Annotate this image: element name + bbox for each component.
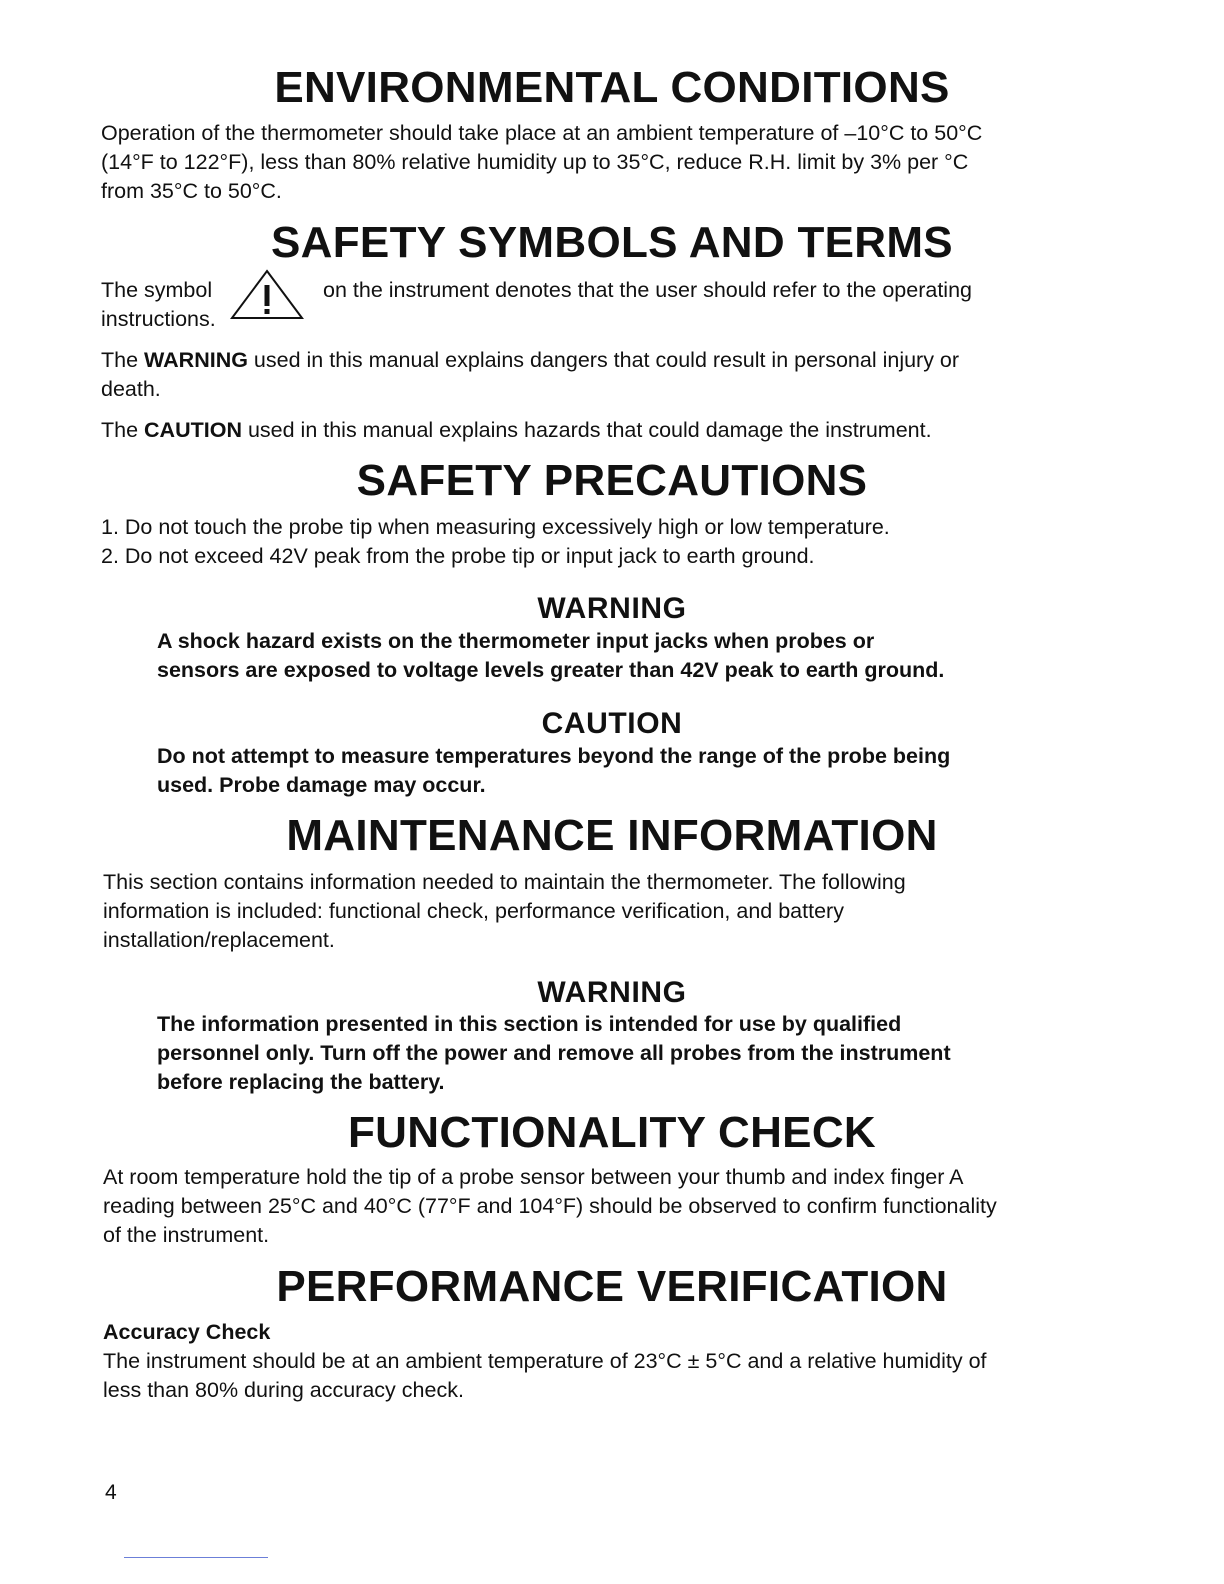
env-body xyxy=(101,119,1141,206)
performance-body xyxy=(103,1318,1163,1405)
functionality-body xyxy=(103,1163,1163,1250)
warning-definition-line-2: death. xyxy=(101,377,161,401)
symbol-suffix: on the instrument denotes that the user should refer to the operating xyxy=(323,278,972,302)
maintenance-warning-line-1: The information presented in this section is intended for use by qualified xyxy=(157,1012,902,1036)
symbols-heading: SAFETY SYMBOLS AND TERMS xyxy=(271,218,953,267)
maintenance-warning-line-2: personnel only. Turn off the power and remove all probes from the instrument xyxy=(157,1041,951,1065)
caution-line-text: used in this manual explains hazards that could damage the instrument. xyxy=(241,418,932,442)
maintenance-warning-text xyxy=(157,1010,1157,1097)
performance-line-2: less than 80% during accuracy check. xyxy=(103,1378,464,1402)
caution-definition-line xyxy=(101,416,1141,445)
symbol-prefix: The symbol xyxy=(101,278,213,302)
precautions-warning-line-2: sensors are exposed to voltage levels greater than 42V peak to earth ground. xyxy=(157,658,945,682)
maintenance-warning-title: WARNING xyxy=(537,976,687,1009)
env-line-2: (14°F to 122°F), less than 80% relative humidity up to 35°C, reduce R.H. limit by 3% per °C xyxy=(101,150,969,174)
caution-pre: The xyxy=(101,418,145,442)
symbol-line-2: instructions. xyxy=(101,307,216,331)
env-heading: ENVIRONMENTAL CONDITIONS xyxy=(274,63,950,112)
functionality-line-1: At room temperature hold the tip of a probe sensor between your thumb and index finger A xyxy=(103,1165,964,1189)
functionality-heading: FUNCTIONALITY CHECK xyxy=(348,1108,876,1157)
maintenance-heading: MAINTENANCE INFORMATION xyxy=(286,811,938,860)
list-item: 2. Do not exceed 42V peak from the probe tip or input jack to earth ground. xyxy=(101,544,815,568)
maintenance-body xyxy=(103,868,1143,955)
warning-definition-line-1 xyxy=(101,346,1141,375)
precautions-caution-title: CAUTION xyxy=(541,707,683,740)
caution-term: CAUTION xyxy=(144,418,242,442)
maintenance-line-3: installation/replacement. xyxy=(103,928,335,952)
precautions-warning-text xyxy=(157,627,1137,685)
warning-term: WARNING xyxy=(144,348,248,372)
env-line-3: from 35°C to 50°C. xyxy=(101,179,282,203)
precautions-warning-title: WARNING xyxy=(537,592,687,625)
warning-triangle-icon xyxy=(229,268,305,327)
accuracy-check-subheading: Accuracy Check xyxy=(103,1320,271,1344)
functionality-line-2: reading between 25°C and 40°C (77°F and 104°F) should be observed to confirm functionality xyxy=(103,1194,997,1218)
symbol-paragraph xyxy=(101,276,1141,336)
maintenance-line-2: information is included: functional check, performance verification, and battery xyxy=(103,899,844,923)
precautions-list xyxy=(101,513,1141,571)
maintenance-warning-line-3: before replacing the battery. xyxy=(157,1070,445,1094)
env-line-1: Operation of the thermometer should take place at an ambient temperature of –10°C to 50°C xyxy=(101,121,983,145)
performance-line-1: The instrument should be at an ambient temperature of 23°C ± 5°C and a relative humidity of xyxy=(103,1349,987,1373)
precautions-heading: SAFETY PRECAUTIONS xyxy=(356,456,868,505)
precautions-caution-line-2: used. Probe damage may occur. xyxy=(157,773,486,797)
performance-heading: PERFORMANCE VERIFICATION xyxy=(276,1262,948,1311)
precautions-warning-line-1: A shock hazard exists on the thermometer input jacks when probes or xyxy=(157,629,875,653)
caution-definition xyxy=(101,416,1141,445)
footer-divider xyxy=(124,1557,268,1558)
list-item: 1. Do not touch the probe tip when measuring excessively high or low temperature. xyxy=(101,515,890,539)
maintenance-line-1: This section contains information needed to maintain the thermometer. The following xyxy=(103,870,906,894)
warning-pre: The xyxy=(101,348,145,372)
warning-line-1-text: used in this manual explains dangers that could result in personal injury or xyxy=(247,348,960,372)
warning-definition xyxy=(101,346,1141,404)
functionality-line-3: of the instrument. xyxy=(103,1223,270,1247)
precautions-caution-line-1: Do not attempt to measure temperatures beyond the range of the probe being xyxy=(157,744,951,768)
precautions-caution-text xyxy=(157,742,1137,800)
page-number: 4 xyxy=(105,1481,117,1504)
